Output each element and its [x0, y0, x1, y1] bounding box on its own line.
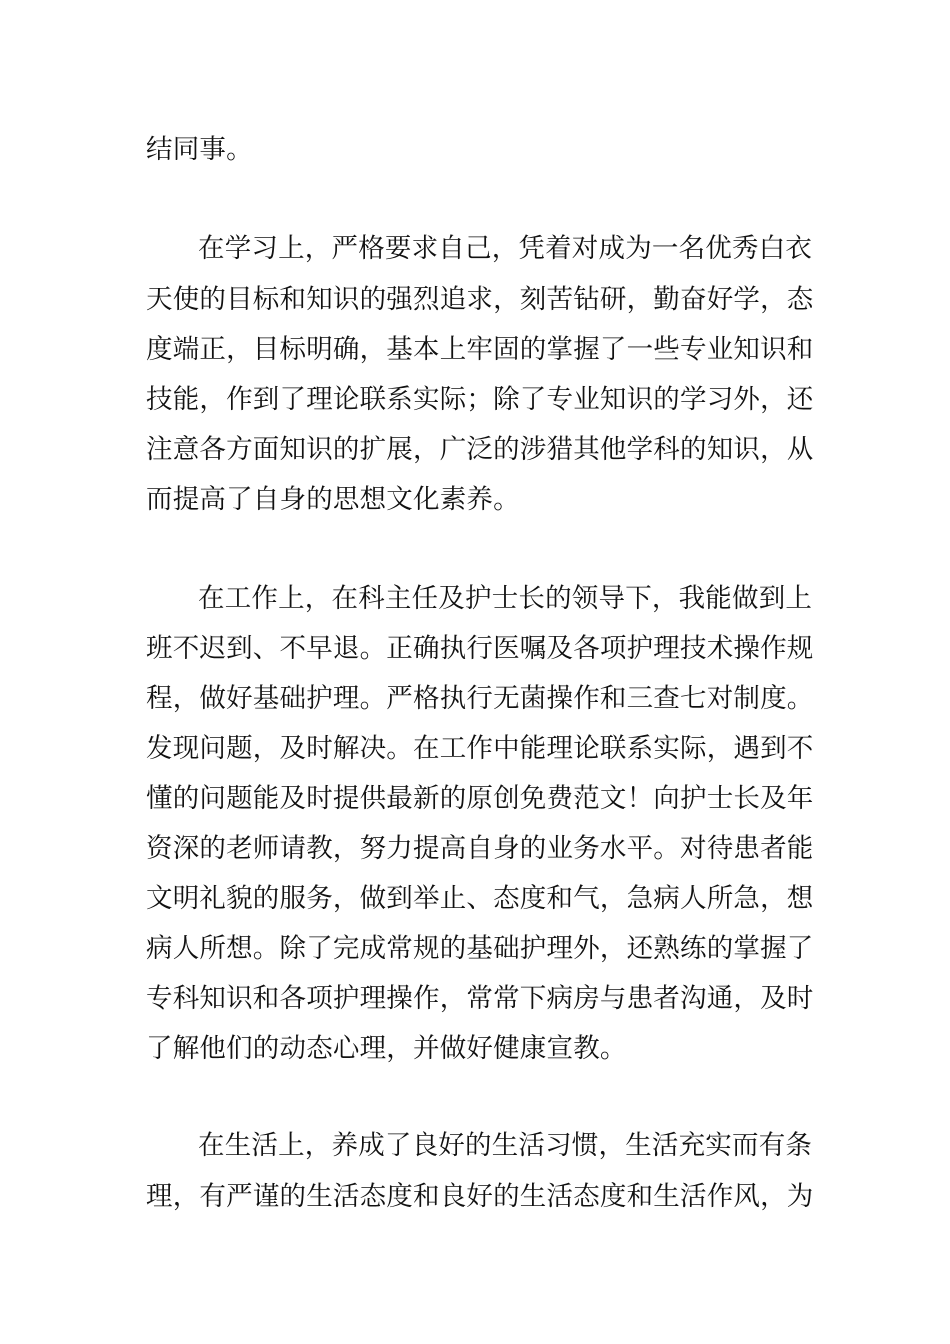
text-line: 专科知识和各项护理操作，常常下病房与患者沟通，及时 — [146, 983, 814, 1014]
text-line: 在工作上，在科主任及护士长的领导下，我能做到上 — [198, 583, 813, 614]
text-line: 懂的问题能及时提供最新的原创免费范文！向护士长及年 — [146, 783, 814, 814]
text-line: 程，做好基础护理。严格执行无菌操作和三查七对制度。 — [146, 683, 814, 714]
text-line: 而提高了自身的思想文化素养。 — [146, 484, 520, 515]
text-line: 病人所想。除了完成常规的基础护理外，还熟练的掌握了 — [146, 933, 814, 964]
text-line: 在生活上，养成了良好的生活习惯，生活充实而有条 — [198, 1130, 813, 1161]
text-line: 度端正，目标明确，基本上牢固的掌握了一些专业知识和 — [146, 334, 814, 365]
text-line: 了解他们的动态心理，并做好健康宣教。 — [146, 1033, 627, 1064]
text-line: 资深的老师请教，努力提高自身的业务水平。对待患者能 — [146, 833, 814, 864]
text-line: 注意各方面知识的扩展，广泛的涉猎其他学科的知识，从 — [146, 434, 814, 465]
text-line: 发现问题，及时解决。在工作中能理论联系实际，遇到不 — [146, 733, 814, 764]
text-line: 文明礼貌的服务，做到举止、态度和气，急病人所急，想 — [146, 883, 814, 914]
text-line: 天使的目标和知识的强烈追求，刻苦钻研，勤奋好学，态 — [146, 284, 814, 315]
text-line: 结同事。 — [146, 134, 253, 165]
text-line: 班不迟到、不早退。正确执行医嘱及各项护理技术操作规 — [146, 633, 814, 664]
text-line: 理，有严谨的生活态度和良好的生活态度和生活作风，为 — [146, 1181, 814, 1212]
text-line: 在学习上，严格要求自己，凭着对成为一名优秀白衣 — [198, 233, 813, 264]
text-line: 技能，作到了理论联系实际；除了专业知识的学习外，还 — [146, 384, 814, 415]
